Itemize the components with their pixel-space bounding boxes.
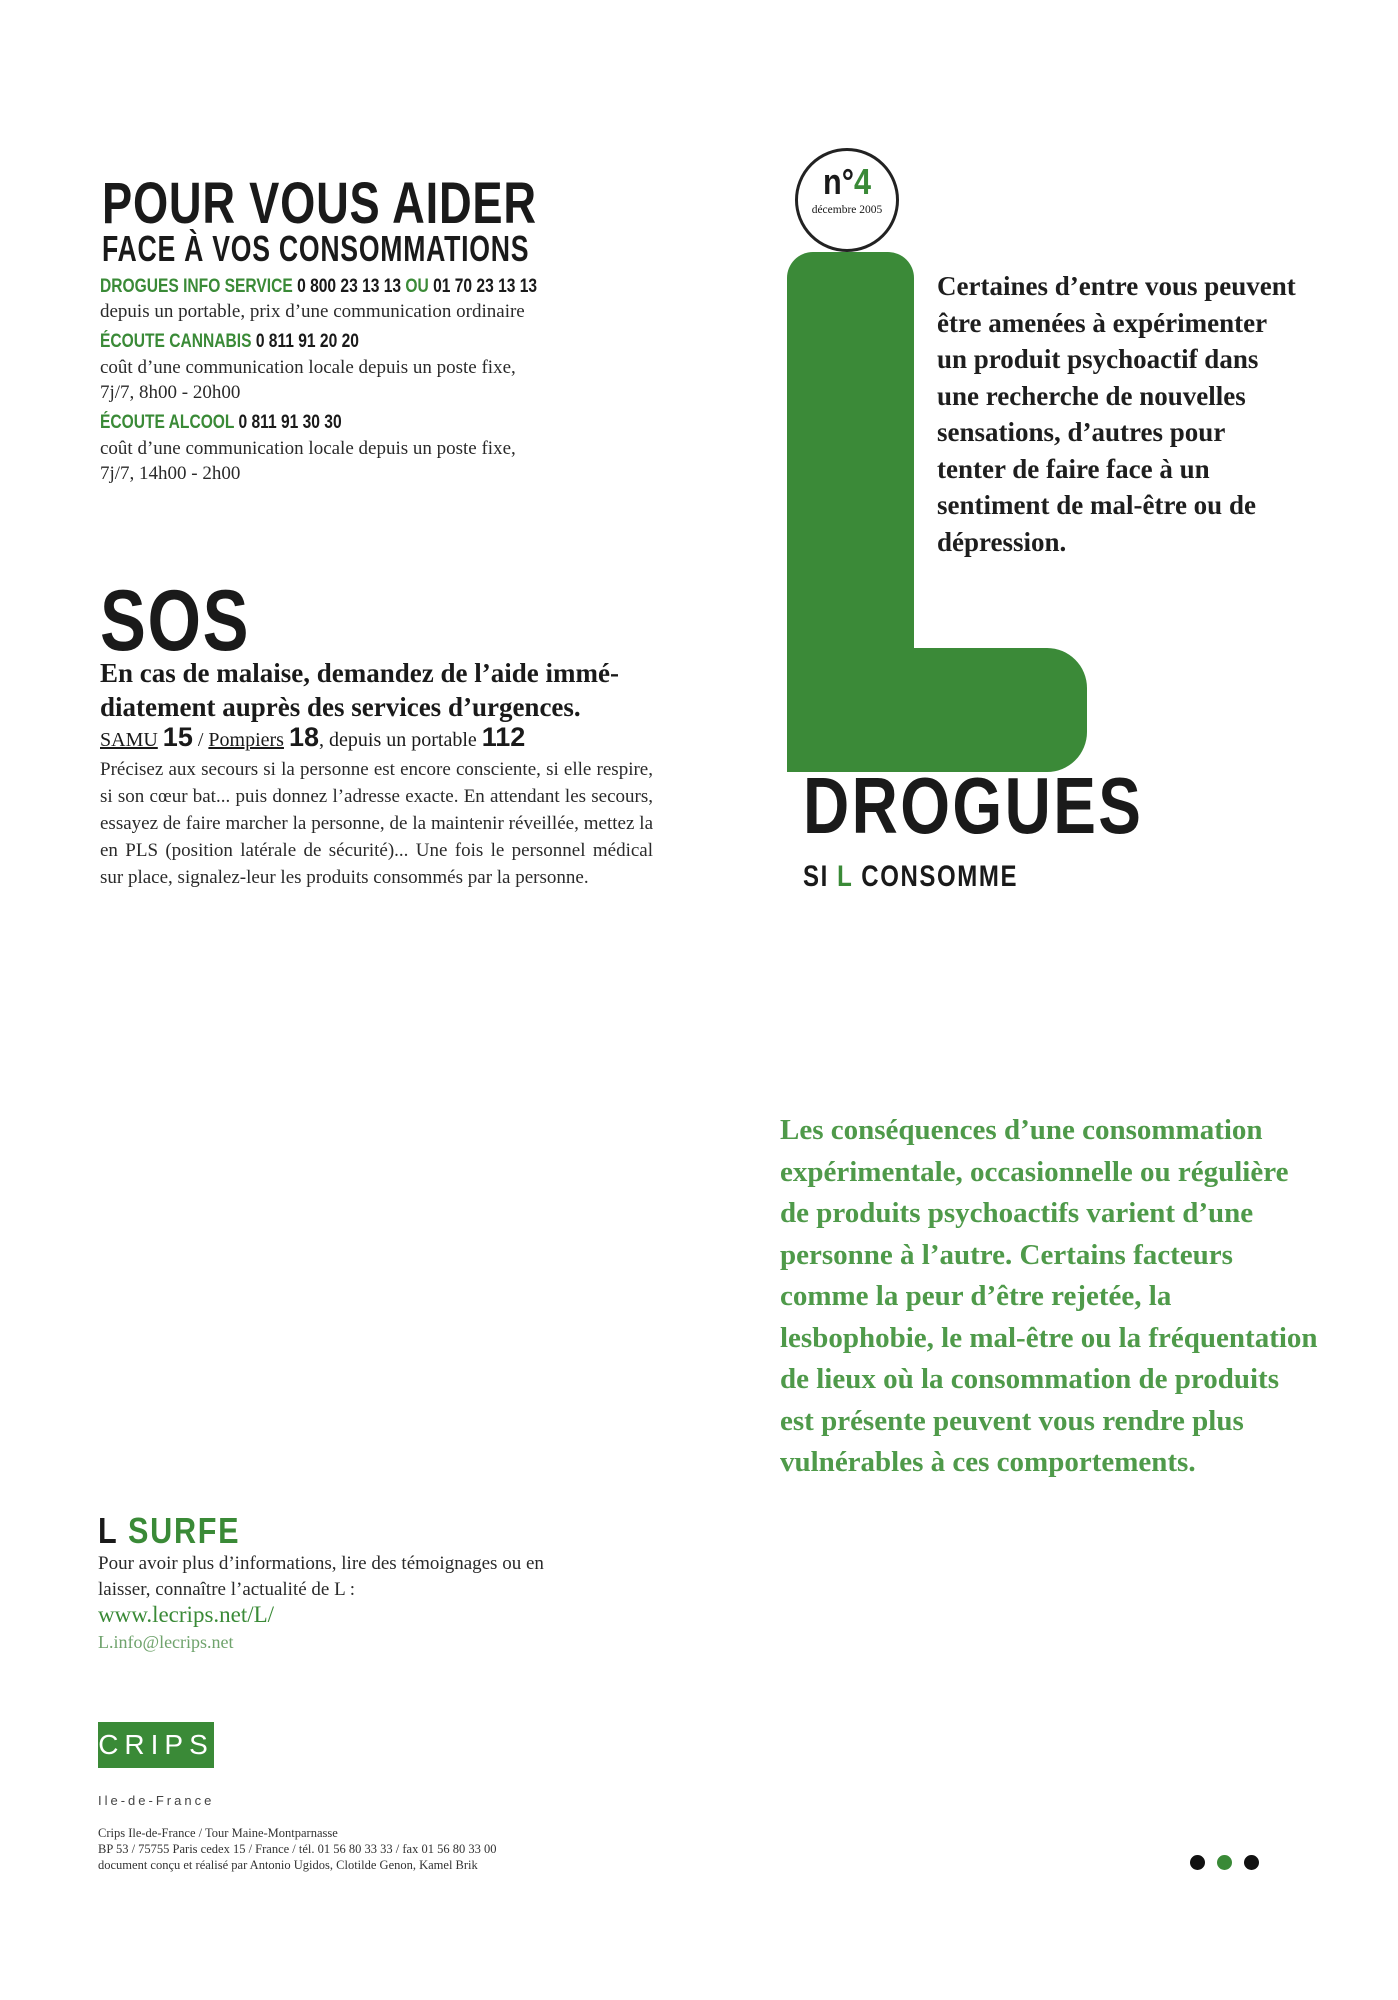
- hotline-hours: 7j/7, 14h00 - 2h00: [100, 463, 241, 484]
- sos-instructions: Précisez aux secours si la personne est encore consciente, si elle respire, si son cœur bat... puis donnez l’adresse exacte. En attendant les secours, essayez de faire marcher la personne, de la maintenir réveillée, mettez la en PLS (position latérale de sécurité)... Une fois le personnel médical sur place, signalez-leur les produits consommés par la personne.: [100, 759, 653, 888]
- website-link[interactable]: www.lecrips.net/L/: [98, 1602, 275, 1627]
- hotline-note: depuis un portable, prix d’une communication ordinaire: [100, 301, 525, 322]
- hotline-drogues-info: [100, 276, 537, 298]
- address-line: Crips Ile-de-France / Tour Maine-Montparnasse: [98, 1826, 338, 1840]
- crips-logo: [98, 1722, 214, 1768]
- issue-prefix: n°: [823, 161, 854, 202]
- portable-label: , depuis un portable: [319, 729, 477, 751]
- page-dots: [1190, 1855, 1259, 1870]
- pompiers-label: Pompiers: [208, 729, 284, 751]
- aide-title-line1: POUR VOUS AIDER: [102, 171, 537, 236]
- dot-icon: [1244, 1855, 1259, 1870]
- hotline-ecoute-cannabis: [100, 331, 359, 353]
- headline-si: SI: [803, 860, 829, 893]
- headline-sub: [803, 860, 1018, 894]
- aide-title-line2: FACE À VOS CONSOMMATIONS: [102, 228, 530, 269]
- hotline-note: coût d’une communication locale depuis un poste fixe,: [100, 438, 516, 459]
- logo-subtitle: Ile-de-France: [98, 1793, 215, 1808]
- numbers-separator: /: [197, 729, 204, 751]
- hotline-hours: 7j/7, 8h00 - 20h00: [100, 382, 241, 403]
- dot-icon: [1217, 1855, 1232, 1870]
- hotline-number[interactable]: 0 800 23 13 13: [297, 276, 402, 297]
- email-link[interactable]: L.info@lecrips.net: [98, 1632, 234, 1652]
- hotline-name: ÉCOUTE ALCOOL: [100, 412, 235, 433]
- consequences-text: Les conséquences d’une consommation expérimentale, occasionnelle ou régulière de produits psychoactifs varient d’une personne à l’autre. Certains facteurs comme la peur d’être rejetée, la lesbophobie, le mal-être ou la fréquentation de lieux où la consommation de produits est présente peuvent vous rendre plus vulnérables à ces comportements.: [780, 1114, 1318, 1478]
- hotline-number-alt[interactable]: 01 70 23 13 13: [433, 276, 538, 297]
- hotline-number[interactable]: 0 811 91 20 20: [255, 331, 359, 352]
- issue-badge: [795, 148, 899, 252]
- headline-consomme: CONSOMME: [861, 860, 1019, 893]
- intro-text: Certaines d’entre vous peuvent être amenées à expérimenter un produit psychoactif dans une recherche de nouvelles sensations, d’autres pour tenter de faire face à un sentiment de mal-être ou de dépression.: [937, 271, 1296, 557]
- dot-icon: [1190, 1855, 1205, 1870]
- surf-title-l: L: [98, 1510, 118, 1551]
- issue-digit: 4: [853, 161, 871, 202]
- issue-number: [805, 163, 888, 201]
- surf-description: Pour avoir plus d’informations, lire des témoignages ou en laisser, connaître l’actualité de L :: [98, 1553, 544, 1600]
- hotline-number[interactable]: 0 811 91 30 30: [238, 412, 342, 433]
- surf-title-word: SURFE: [128, 1510, 241, 1551]
- hotline-or: OU: [405, 276, 429, 297]
- sos-intro: En cas de malaise, demandez de l’aide immé-diatement auprès des services d’urgences.: [100, 658, 619, 722]
- samu-label: SAMU: [100, 729, 158, 751]
- hotline-name: DROGUES INFO SERVICE: [100, 276, 293, 297]
- issue-date: décembre 2005: [811, 204, 883, 216]
- address-line: BP 53 / 75755 Paris cedex 15 / France / tél. 01 56 80 33 33 / fax 01 56 80 33 00: [98, 1842, 497, 1856]
- address-block: [98, 1825, 618, 1873]
- green-l-shape-horizontal: [787, 648, 1087, 772]
- headline-l: L: [837, 860, 853, 893]
- hotline-ecoute-alcool: [100, 412, 342, 434]
- samu-number[interactable]: 15: [162, 722, 193, 752]
- emergency-numbers: [100, 722, 525, 753]
- credits-line: document conçu et réalisé par Antonio Ugidos, Clotilde Genon, Kamel Brik: [98, 1858, 478, 1872]
- hotline-note: coût d’une communication locale depuis un poste fixe,: [100, 357, 516, 378]
- portable-number[interactable]: 112: [481, 722, 526, 752]
- hotline-name: ÉCOUTE CANNABIS: [100, 331, 252, 352]
- sos-title: SOS: [100, 573, 251, 669]
- headline-drogues: DROGUES: [803, 761, 1144, 850]
- pompiers-number[interactable]: 18: [288, 722, 320, 752]
- logo-text: CRIPS: [98, 1729, 214, 1760]
- surf-title: [98, 1510, 240, 1552]
